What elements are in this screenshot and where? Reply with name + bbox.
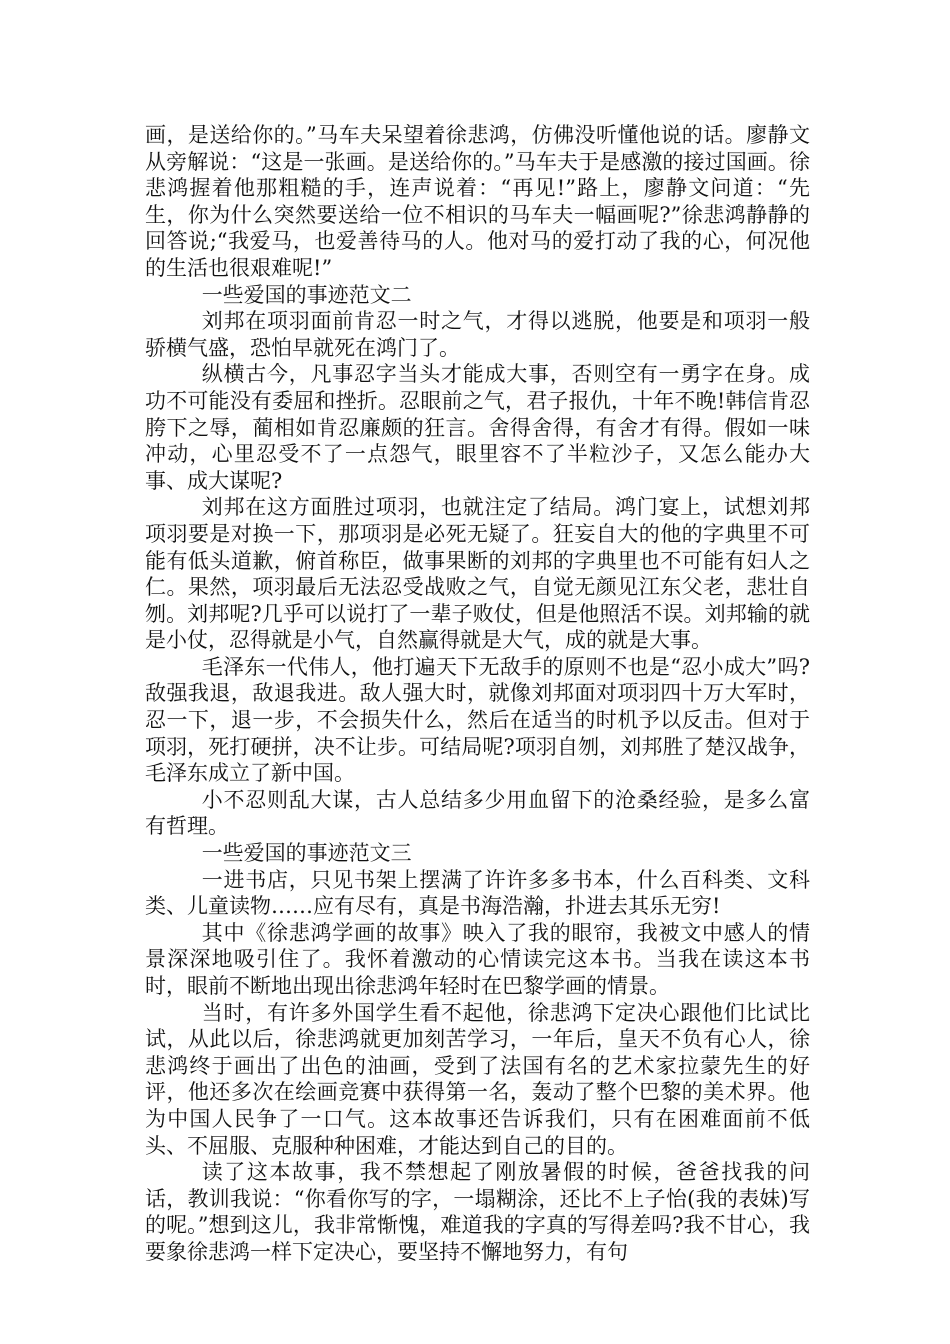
paragraph-continuation: 画，是送给你的。”马车夫呆望着徐悲鸿，仿佛没听懂他说的话。廖静文从旁解说：“这是一张画。是送给你的。”马车夫于是感激的接过国画。徐悲鸿握着他那粗糙的手，连声说着：“再见!”路上，廖静文问道：“先生，你为什么突然要送给一位不相识的马车夫一幅画呢?”徐悲鸿静静的回答说;“我爱马，也爱善待马的人。他对马的爱打动了我的心，何况他的生活也很艰难呢!”: [145, 123, 810, 280]
paragraph: 小不忍则乱大谋，古人总结多少用血留下的沧桑经验，是多么富有哲理。: [145, 787, 810, 839]
section-heading-2: 一些爱国的事迹范文二: [201, 282, 412, 307]
paragraph: 当时，有许多外国学生看不起他，徐悲鸿下定决心跟他们比试比试，从此以后，徐悲鸿就更加刻苦学习，一年后，皇天不负有心人，徐悲鸿终于画出了出色的油画，受到了法国有名的艺术家拉蒙先生的好评，他还多次在绘画竞赛中获得第一名，轰动了整个巴黎的美术界。他为中国人民争了一口气。这本故事还告诉我们，只有在困难面前不低头、不屈服、克服种种困难，才能达到自己的目的。: [145, 1000, 810, 1158]
document-body: [145, 122, 810, 1266]
paragraph: 读了这本故事，我不禁想起了刚放暑假的时候，爸爸找我的问话，教训我说：“你看你写的字，一塌糊涂，还比不上子怡(我的表妹)写的呢。”想到这儿，我非常惭愧，难道我的字真的写得差吗?我不甘心，我要象徐悲鸿一样下定决心，要坚持不懈地努力，有句: [145, 1160, 810, 1264]
section-heading-3: 一些爱国的事迹范文三: [201, 841, 412, 866]
paragraph: 一进书店，只见书架上摆满了许许多多书本，什么百科类、文科类、儿童读物……应有尽有，真是书海浩瀚，扑进去其乐无穷!: [145, 867, 810, 919]
paragraph: 毛泽东一代伟人，他打遍天下无敌手的原则不也是“忍小成大”吗?敌强我退，敌退我进。敌人强大时，就像刘邦面对项羽四十万大军时，忍一下，退一步，不会损失什么，然后在适当的时机予以反击。但对于项羽，死打硬拼，决不让步。可结局呢?项羽自刎，刘邦胜了楚汉战争，毛泽东成立了新中国。: [145, 654, 810, 786]
paragraph: 纵横古今，凡事忍字当头才能成大事，否则空有一勇字在身。成功不可能没有委屈和挫折。忍眼前之气，君子报仇，十年不晚!韩信肯忍胯下之辱，蔺相如肯忍廉颇的狂言。舍得舍得，有舍才有得。假如一味冲动，心里忍受不了一点怨气，眼里容不了半粒沙子，又怎么能办大事、成大谋呢?: [145, 362, 810, 493]
paragraph: 刘邦在这方面胜过项羽，也就注定了结局。鸿门宴上，试想刘邦项羽要是对换一下，那项羽是必死无疑了。狂妄自大的他的字典里不可能有低头道歉，俯首称臣，做事果断的刘邦的字典里也不可能有妇人之仁。果然，项羽最后无法忍受战败之气，自觉无颜见江东父老，悲壮自刎。刘邦呢?几乎可以说打了一辈子败仗，但是他照活不误。刘邦输的就是小仗，忍得就是小气，自然赢得就是大气，成的就是大事。: [145, 495, 810, 653]
paragraph: 其中《徐悲鸿学画的故事》映入了我的眼帘，我被文中感人的情景深深地吸引住了。我怀着激动的心情读完这本书。当我在读这本书时，眼前不断地出现出徐悲鸿年轻时在巴黎学画的情景。: [145, 920, 810, 998]
paragraph: 刘邦在项羽面前肯忍一时之气，才得以逃脱，他要是和项羽一般骄横气盛，恐怕早就死在鸿门了。: [145, 309, 810, 360]
